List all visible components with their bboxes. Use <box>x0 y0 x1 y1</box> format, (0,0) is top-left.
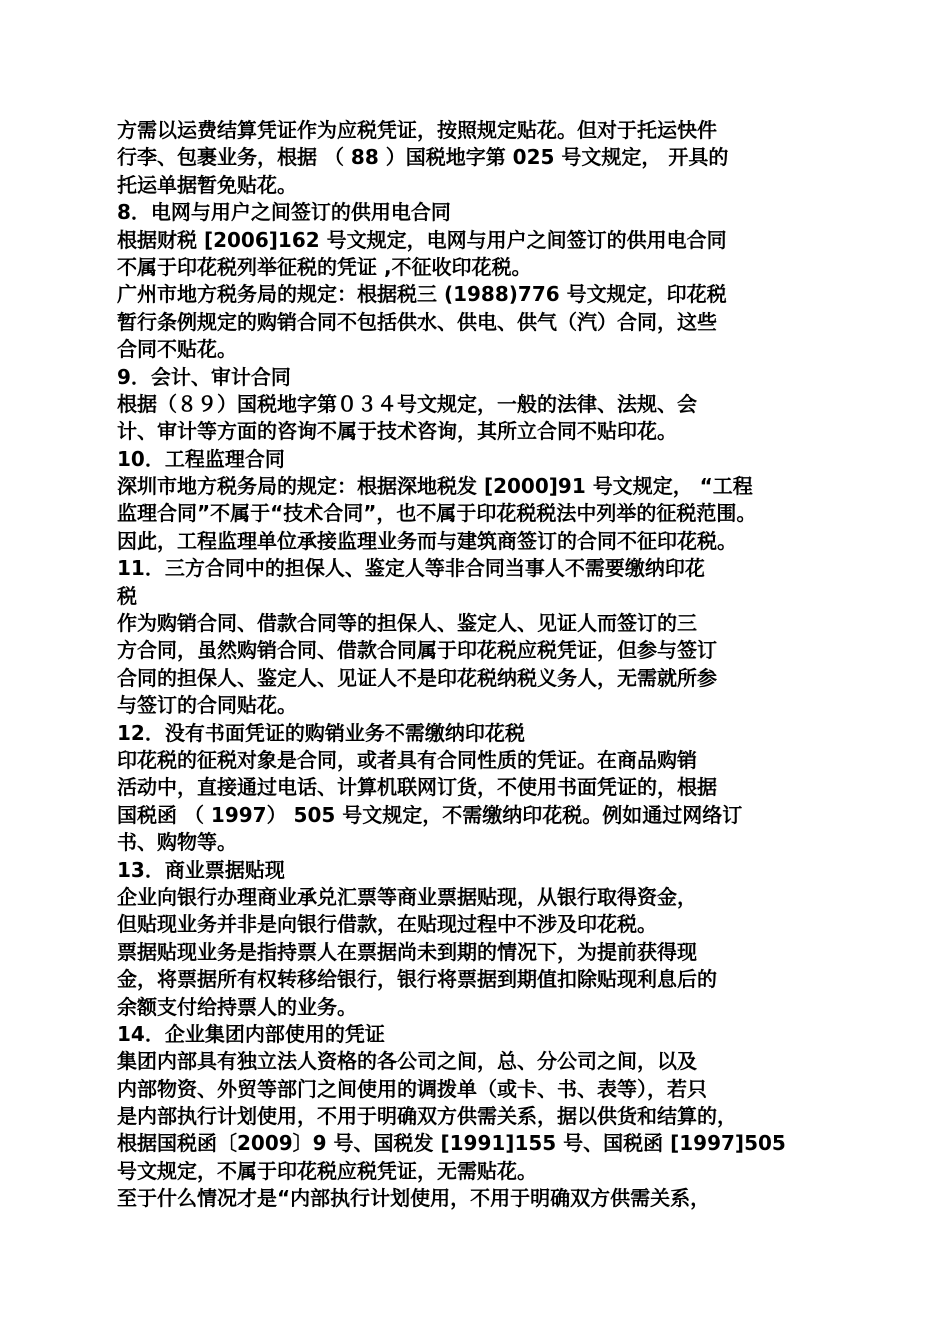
text-line: 方合同，虽然购销合同、借款合同属于印花税应税凭证，但参与签订 <box>117 638 717 663</box>
text-line: 是内部执行计划使用，不用于明确双方供需关系，据以供货和结算的， <box>117 1104 737 1129</box>
text-line: 金，将票据所有权转移给银行，银行将票据到期值扣除贴现利息后的 <box>117 967 717 992</box>
text-line: 9．会计、审计合同 <box>117 364 291 389</box>
text-line: 票据贴现业务是指持票人在票据尚未到期的情况下，为提前获得现 <box>117 939 697 964</box>
text-line: 11．三方合同中的担保人、鉴定人等非合同当事人不需要缴纳印花 <box>117 556 705 581</box>
text-line: 12．没有书面凭证的购销业务不需缴纳印花税 <box>117 720 525 745</box>
document-body <box>117 117 842 1213</box>
text-line: 根据国税函〔2009〕9 号、国税发 [1991]155 号、国税函 [1997]505 <box>117 1131 786 1156</box>
text-line: 深圳市地方税务局的规定：根据深地税发 [2000]91 号文规定， “工程 <box>117 474 753 499</box>
text-line: 13．商业票据贴现 <box>117 857 285 882</box>
text-line: 10．工程监理合同 <box>117 446 285 471</box>
text-line: 活动中，直接通过电话、计算机联网订货，不使用书面凭证的，根据 <box>117 775 717 800</box>
text-line: 行李、包裹业务，根据 （ 88 ）国税地字第 025 号文规定， 开具的 <box>117 145 729 170</box>
text-line: 印花税的征税对象是合同，或者具有合同性质的凭证。在商品购销 <box>117 747 697 772</box>
text-line: 与签订的合同贴花。 <box>117 693 297 718</box>
text-line: 计、审计等方面的咨询不属于技术咨询，其所立合同不贴印花。 <box>117 419 677 444</box>
text-line: 不属于印花税列举征税的凭证 ,不征收印花税。 <box>117 254 532 279</box>
text-line: 14．企业集团内部使用的凭证 <box>117 1021 385 1046</box>
text-line: 合同的担保人、鉴定人、见证人不是印花税纳税义务人，无需就所参 <box>117 665 717 690</box>
text-line: 至于什么情况才是“内部执行计划使用，不用于明确双方供需关系， <box>117 1186 711 1211</box>
text-line: 但贴现业务并非是向银行借款，在贴现过程中不涉及印花税。 <box>117 912 657 937</box>
text-line: 内部物资、外贸等部门之间使用的调拨单（或卡、书、表等），若只 <box>117 1076 707 1101</box>
text-line: 根据财税 [2006]162 号文规定，电网与用户之间签订的供用电合同 <box>117 227 727 252</box>
text-line: 号文规定，不属于印花税应税凭证，无需贴花。 <box>117 1158 537 1183</box>
text-line: 8．电网与用户之间签订的供用电合同 <box>117 200 451 225</box>
text-line: 企业向银行办理商业承兑汇票等商业票据贴现，从银行取得资金， <box>117 884 697 909</box>
text-line: 国税函 （ 1997） 505 号文规定，不需缴纳印花税。例如通过网络订 <box>117 802 743 827</box>
text-line: 余额支付给持票人的业务。 <box>117 994 357 1019</box>
text-line: 方需以运费结算凭证作为应税凭证，按照规定贴花。但对于托运快件 <box>117 118 717 142</box>
text-line: 托运单据暂免贴花。 <box>117 172 297 197</box>
text-line: 暂行条例规定的购销合同不包括供水、供电、供气（汽）合同，这些 <box>117 309 717 334</box>
text-line: 监理合同”不属于“技术合同”，也不属于印花税税法中列举的征税范围。 <box>117 501 757 526</box>
text-line: 书、购物等。 <box>117 830 237 855</box>
text-line: 集团内部具有独立法人资格的各公司之间，总、分公司之间，以及 <box>117 1049 697 1074</box>
text-line: 作为购销合同、借款合同等的担保人、鉴定人、见证人而签订的三 <box>117 611 697 636</box>
text-line: 合同不贴花。 <box>117 337 237 362</box>
text-line: 根据（８９）国税地字第０３４号文规定，一般的法律、法规、会 <box>117 391 697 416</box>
text-line: 广州市地方税务局的规定：根据税三 (1988)776 号文规定，印花税 <box>117 282 727 307</box>
text-line: 税 <box>117 583 137 608</box>
text-line: 因此，工程监理单位承接监理业务而与建筑商签订的合同不征印花税。 <box>117 528 737 553</box>
